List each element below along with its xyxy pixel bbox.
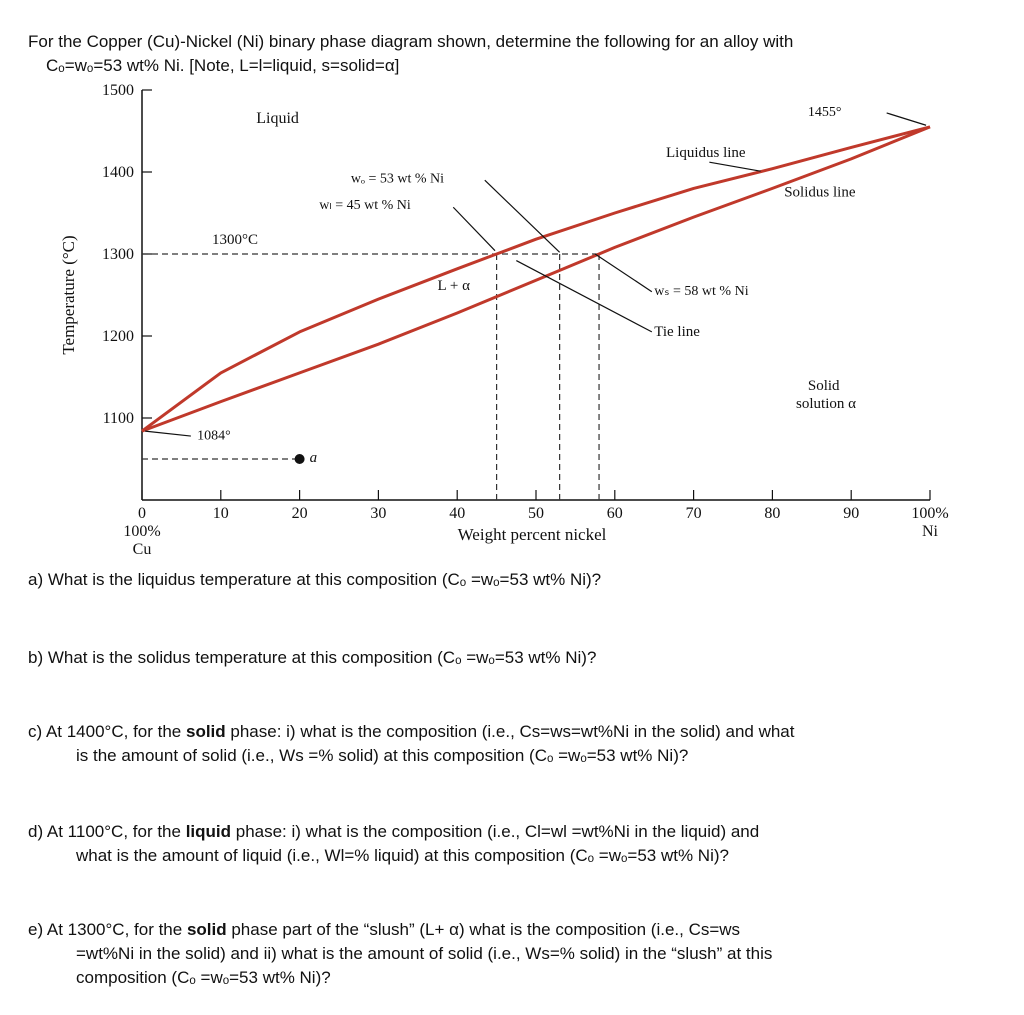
question-e-bold: solid: [186, 920, 227, 939]
question-d-bold: liquid: [185, 822, 232, 841]
y-tick-label: 1100: [102, 410, 134, 427]
x-tick-label: 30: [370, 505, 387, 522]
label-tie-line: Tie line: [654, 324, 700, 340]
leader-ws: [595, 254, 652, 292]
intro-line-2: Cₒ=wₒ=53 wt% Ni. [Note, L=l=liquid, s=solid=α]: [46, 56, 400, 75]
leader-wo: [485, 180, 560, 252]
x-tick-label: 20: [291, 505, 308, 522]
question-e-part1: e) At 1300°C, for the: [28, 920, 187, 939]
x-tick-label: 40: [449, 505, 466, 522]
label-wo: wₒ = 53 wt % Ni: [350, 171, 445, 187]
label-1084: 1084°: [197, 428, 231, 444]
label-solidus-line: Solidus line: [784, 184, 856, 201]
x-tick-label: 60: [606, 505, 623, 522]
point-a-label: a: [309, 450, 318, 466]
leader-tie-line: [516, 261, 652, 332]
x-tick-label: 10: [212, 505, 229, 522]
x-axis-title: Weight percent nickel: [457, 525, 607, 544]
question-e: [28, 918, 988, 990]
y-axis-title: Temperature (°C): [59, 235, 78, 355]
x-tick-label: 50: [528, 505, 544, 522]
question-d-part1: d) At 1100°C, for the: [28, 822, 186, 841]
x-end-label-cu: Cu: [132, 541, 152, 558]
x-tick-label: 90: [843, 505, 860, 522]
isotherm-1300-label: 1300°C: [212, 232, 259, 248]
question-c-part1: c) At 1400°C, for the: [28, 722, 186, 741]
leader-wl: [453, 207, 495, 250]
question-d-line2: what is the amount of liquid (i.e., Wl=% liquid) at this composition (Cₒ =wₒ=53 wt% Ni)?: [76, 846, 729, 865]
question-e-line2: =wt%Ni in the solid) and ii) what is the amount of solid (i.e., Ws=% solid) in the “slush” at this: [76, 944, 773, 963]
question-a: a) What is the liquidus temperature at this composition (Cₒ =wₒ=53 wt% Ni)?: [28, 570, 602, 589]
leader-1084: [145, 431, 191, 436]
question-c: [28, 720, 988, 768]
leader-1455: [887, 113, 926, 125]
problem-intro: [28, 30, 988, 78]
label-solid-solution-2: solution α: [796, 396, 856, 413]
question-b: b) What is the solidus temperature at this composition (Cₒ =wₒ=53 wt% Ni)?: [28, 648, 597, 667]
label-l-alpha: L + α: [437, 278, 470, 295]
y-tick-label: 1200: [102, 328, 134, 345]
question-e-line3: composition (Cₒ =wₒ=53 wt% Ni)?: [76, 968, 331, 987]
intro-line-1: For the Copper (Cu)-Nickel (Ni) binary phase diagram shown, determine the following for an alloy with: [28, 32, 794, 51]
label-1455: 1455°: [807, 105, 842, 121]
label-liquidus-line: Liquidus line: [666, 145, 746, 162]
question-c-bold: solid: [186, 722, 226, 741]
question-d-part2: phase: i) what is the composition (i.e., Cl=wl =wt%Ni in the liquid) and: [231, 822, 760, 841]
x-tick-label: 80: [764, 505, 781, 522]
label-liquid: Liquid: [256, 109, 299, 127]
x-tick-label: 0: [138, 505, 146, 522]
question-c-part2: phase: i) what is the composition (i.e., Cs=ws=wt%Ni in the solid) and what: [225, 722, 795, 741]
y-tick-label: 1500: [102, 82, 134, 99]
label-solid-solution-1: Solid: [807, 378, 840, 395]
x-tick-label: 100%: [911, 505, 949, 522]
label-ws: wₛ = 58 wt % Ni: [654, 284, 749, 299]
x-end-label-cu-pct: 100%: [123, 523, 161, 540]
question-e-part2: phase part of the “slush” (L+ α) what is the composition (i.e., Cs=ws: [226, 920, 741, 939]
question-c-line2: is the amount of solid (i.e., Ws =% solid) at this composition (Cₒ =wₒ=53 wt% Ni)?: [76, 746, 689, 765]
y-tick-label: 1300: [102, 246, 134, 263]
x-tick-label: 70: [685, 505, 702, 522]
x-end-label-ni: Ni: [922, 523, 938, 540]
label-wl: wₗ = 45 wt % Ni: [319, 197, 411, 213]
phase-diagram: [0, 80, 1000, 570]
leader-liquidus: [709, 162, 760, 171]
question-d: [28, 820, 988, 868]
y-tick-label: 1400: [102, 164, 134, 181]
point-a-marker: [295, 454, 305, 464]
